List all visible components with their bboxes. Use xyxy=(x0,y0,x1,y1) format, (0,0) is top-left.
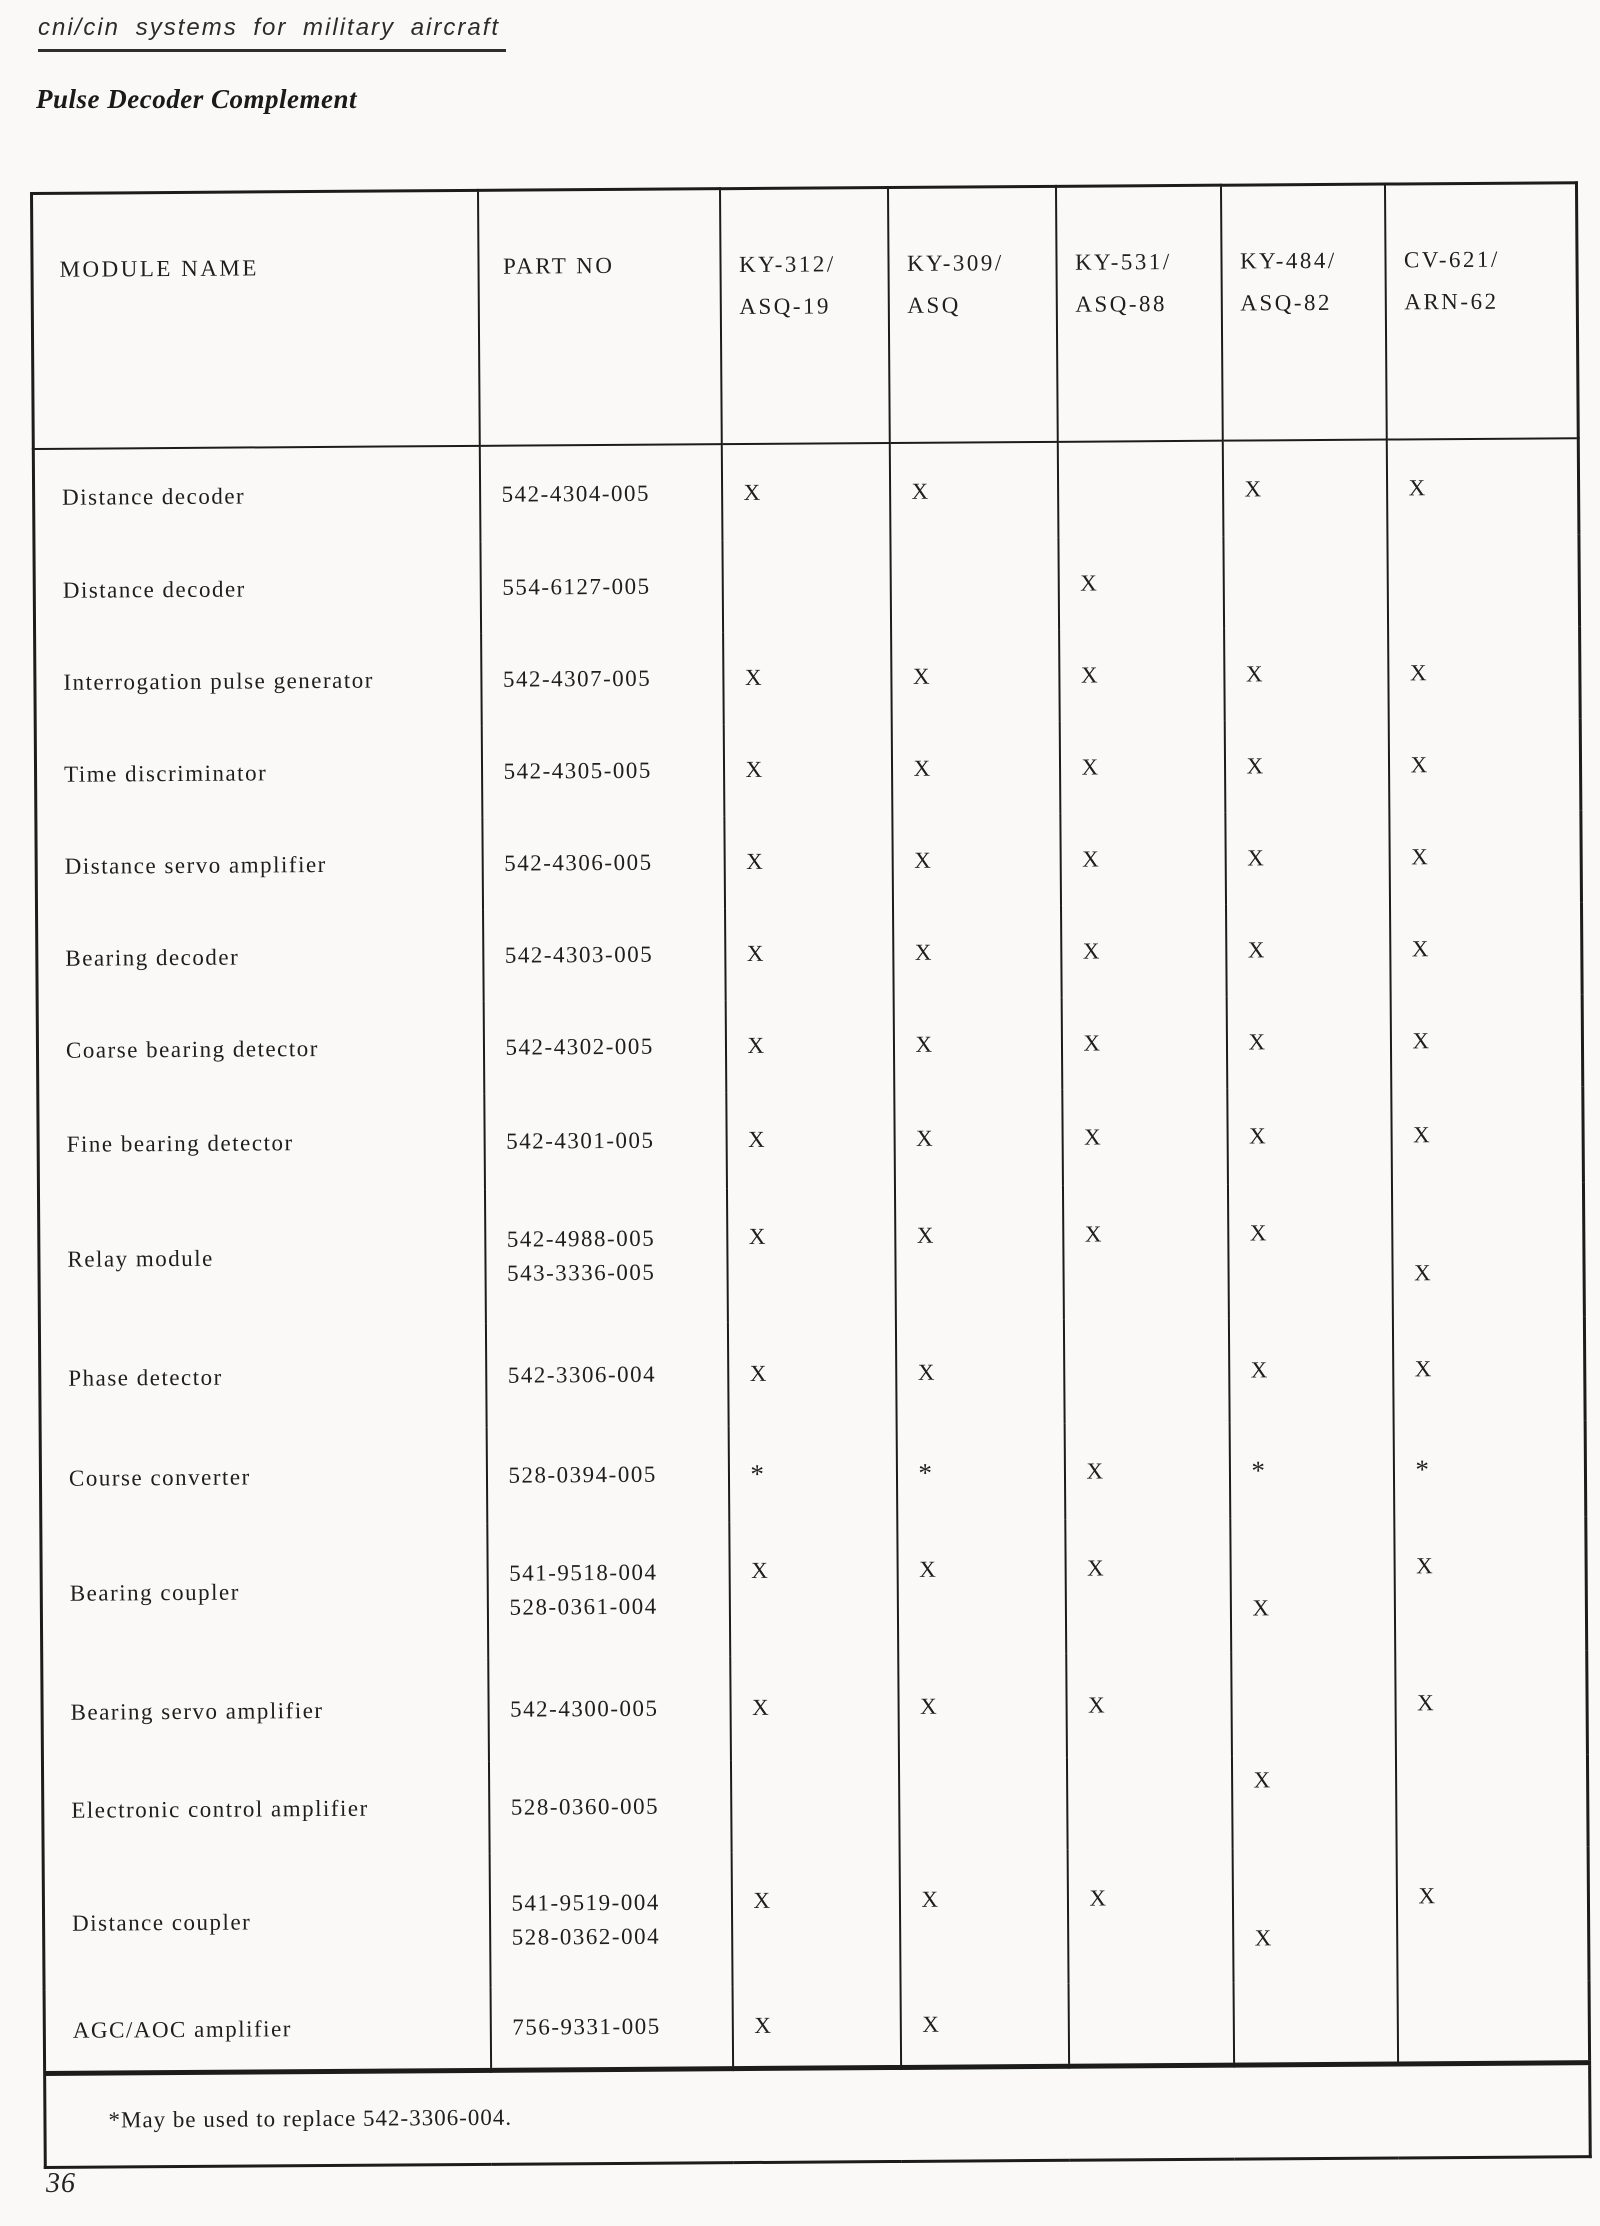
mark-cell xyxy=(724,815,893,908)
mark: X xyxy=(754,2012,773,2038)
mark-cell xyxy=(732,1985,901,2068)
mark-cell xyxy=(1390,994,1583,1087)
mark: X xyxy=(1089,1885,1108,1911)
table-row xyxy=(37,902,1583,1005)
mark-cell xyxy=(1232,1848,1397,1983)
module-name: Distance decoder xyxy=(62,576,246,603)
part-no: 543-3336-005 xyxy=(506,1259,656,1286)
table-row xyxy=(43,1846,1589,1991)
mark-cell xyxy=(1226,904,1391,997)
mark-cell xyxy=(1397,1980,1590,2063)
mark: X xyxy=(921,1886,940,1912)
mark-cell xyxy=(725,999,894,1092)
part-no: 542-4301-005 xyxy=(506,1127,655,1154)
mark: X xyxy=(1412,1028,1431,1054)
part-no: 528-0394-005 xyxy=(508,1461,657,1488)
module-name: Time discriminator xyxy=(63,760,268,787)
mark-cell xyxy=(889,442,1058,539)
pulse-decoder-complement-table xyxy=(30,181,1592,2168)
mark-cell xyxy=(1387,534,1580,627)
mark: X xyxy=(1249,1220,1269,1246)
mark: X xyxy=(915,1031,934,1057)
mark-cell xyxy=(1391,1086,1584,1183)
mark: X xyxy=(1413,1122,1432,1148)
module-name-cell xyxy=(40,1428,487,1527)
header-line: ASQ xyxy=(907,292,961,318)
module-name: Bearing coupler xyxy=(69,1579,240,1606)
mark-cell xyxy=(1231,1756,1396,1849)
mark-cell xyxy=(1066,1653,1232,1758)
module-name: AGC/AOC amplifier xyxy=(72,2015,292,2043)
mark: X xyxy=(1411,844,1430,870)
mark: X xyxy=(1245,661,1265,687)
mark: X xyxy=(914,939,934,965)
mark: X xyxy=(744,664,764,691)
header-system-cv621 xyxy=(1384,183,1578,440)
mark: X xyxy=(749,1360,768,1387)
mark-cell xyxy=(1224,720,1389,813)
mark: X xyxy=(1088,1692,1107,1718)
mark: X xyxy=(913,755,932,781)
part-no: 542-4305-005 xyxy=(503,757,652,784)
table-row xyxy=(44,1980,1590,2073)
module-name-cell xyxy=(43,1854,490,1991)
mark-cell xyxy=(1059,721,1225,814)
part-no: 528-0360-005 xyxy=(510,1793,660,1820)
mark-cell xyxy=(900,1984,1069,2067)
mark: X xyxy=(1254,1925,1273,1951)
mark: X xyxy=(1082,938,1102,964)
header-line: ASQ-19 xyxy=(739,293,832,320)
part-no: 542-4302-005 xyxy=(505,1033,654,1060)
page-number: 36 xyxy=(46,2168,76,2199)
module-name-cell xyxy=(33,446,480,545)
mark: X xyxy=(753,1887,772,1913)
mark: X xyxy=(1080,570,1099,596)
mark: X xyxy=(1081,754,1100,780)
module-name-cell xyxy=(37,910,484,1005)
part-no-cell xyxy=(485,1322,728,1428)
mark: X xyxy=(1080,662,1100,688)
mark-cell xyxy=(896,1424,1065,1521)
module-name-cell xyxy=(36,818,483,913)
module-name: Relay module xyxy=(67,1245,214,1272)
mark-cell xyxy=(1230,1518,1395,1653)
mark-cell xyxy=(1065,1519,1231,1654)
mark-cell xyxy=(1224,628,1389,721)
part-no: 542-4304-005 xyxy=(501,480,651,507)
header-part-no: PART NO xyxy=(477,189,721,446)
part-no: 542-3306-004 xyxy=(507,1361,657,1388)
table-row xyxy=(39,1316,1585,1431)
part-no: 554-6127-005 xyxy=(502,573,651,600)
module-name: Bearing servo amplifier xyxy=(70,1697,324,1725)
header-system-ky312 xyxy=(719,188,889,445)
part-no-cell xyxy=(479,444,722,542)
mark: X xyxy=(1413,1260,1433,1286)
part-no-cell xyxy=(489,1852,732,1988)
mark: X xyxy=(1083,1030,1102,1056)
module-name-cell xyxy=(37,1002,484,1097)
mark-cell xyxy=(1063,1319,1229,1424)
mark: X xyxy=(1409,660,1429,686)
mark: X xyxy=(1411,936,1431,962)
mark: X xyxy=(916,1125,935,1151)
mark-cell xyxy=(898,1654,1067,1759)
mark: X xyxy=(1253,1767,1272,1793)
module-name-cell xyxy=(34,542,481,637)
mark-cell xyxy=(1390,902,1583,995)
module-name: Electronic control amplifier xyxy=(71,1795,369,1823)
mark-cell xyxy=(1064,1423,1230,1520)
mark: X xyxy=(1087,1555,1106,1581)
mark: X xyxy=(919,1556,938,1582)
footnote-row xyxy=(45,2062,1591,2167)
mark-cell xyxy=(1226,996,1391,1089)
mark-cell xyxy=(1061,905,1227,998)
mark-cell xyxy=(1059,629,1225,722)
module-name-cell xyxy=(41,1524,488,1661)
part-no: 528-0361-004 xyxy=(509,1593,658,1620)
module-name: Bearing decoder xyxy=(65,944,240,971)
asterisk-mark: * xyxy=(1415,1453,1431,1484)
mark-cell xyxy=(1228,1318,1393,1423)
part-no-cell xyxy=(484,1188,727,1324)
part-no-cell xyxy=(481,632,724,726)
mark: X xyxy=(743,479,762,505)
module-name: Coarse bearing detector xyxy=(65,1036,319,1063)
header-line: KY-531/ xyxy=(1074,249,1172,275)
mark-cell xyxy=(722,539,891,632)
mark-cell xyxy=(1392,1316,1585,1421)
mark: X xyxy=(911,478,930,504)
mark-cell xyxy=(893,906,1062,999)
mark: X xyxy=(1084,1124,1103,1150)
module-name-cell xyxy=(38,1094,485,1193)
mark-cell xyxy=(898,1758,1067,1851)
mark-cell xyxy=(897,1520,1066,1655)
mark-cell xyxy=(1231,1652,1396,1757)
table-row xyxy=(34,534,1580,637)
mark-cell xyxy=(731,1851,900,1986)
mark-cell xyxy=(723,631,892,724)
header-line: ASQ-82 xyxy=(1240,289,1333,316)
part-no-cell xyxy=(488,1760,731,1854)
asterisk-mark: * xyxy=(750,1458,766,1489)
mark: X xyxy=(1250,1357,1269,1383)
mark: X xyxy=(1418,1883,1437,1909)
mark: X xyxy=(920,1693,939,1719)
mark: X xyxy=(1249,1123,1268,1149)
mark-cell xyxy=(894,1186,1063,1321)
mark-cell xyxy=(1388,626,1581,719)
table-row xyxy=(42,1650,1588,1765)
mark: X xyxy=(752,1694,771,1720)
running-header: cni/cin systems for military aircraft xyxy=(38,14,506,52)
asterisk-mark: * xyxy=(1251,1454,1267,1486)
mark-cell xyxy=(1068,1983,1234,2066)
mark-cell xyxy=(1058,537,1224,630)
part-no: 528-0362-004 xyxy=(511,1923,661,1950)
module-name: Distance decoder xyxy=(62,483,246,510)
header-line: KY-309/ xyxy=(906,250,1004,276)
part-no: 756-9331-005 xyxy=(512,2013,661,2040)
module-name: Distance servo amplifier xyxy=(64,851,327,879)
mark-cell xyxy=(1066,1757,1232,1850)
mark: X xyxy=(1247,845,1266,871)
part-no-cell xyxy=(483,1000,726,1094)
mark-cell xyxy=(892,814,1061,907)
part-no: 542-4307-005 xyxy=(502,665,652,692)
mark: X xyxy=(1410,752,1429,778)
mark-cell xyxy=(723,723,892,816)
mark-cell xyxy=(1067,1849,1233,1984)
mark-cell xyxy=(1222,440,1387,537)
mark-cell xyxy=(726,1187,895,1322)
table-header-row xyxy=(32,183,1579,449)
mark: X xyxy=(746,848,765,875)
mark-cell xyxy=(730,1655,899,1760)
mark-cell xyxy=(1225,812,1390,905)
mark-cell xyxy=(1396,1846,1589,1981)
mark: X xyxy=(748,1223,768,1250)
mark-cell xyxy=(890,538,1059,631)
footnote-text: *May be used to replace 542-3306-004. xyxy=(45,2062,1591,2167)
mark: X xyxy=(916,1222,936,1248)
mark: X xyxy=(914,847,933,873)
mark-cell xyxy=(725,907,894,1000)
header-line: KY-312/ xyxy=(738,251,836,278)
part-no-cell xyxy=(484,1092,727,1190)
part-no-cell xyxy=(481,724,724,818)
mark-cell xyxy=(1227,1088,1392,1185)
module-name: Course converter xyxy=(68,1464,251,1491)
mark-cell xyxy=(730,1759,899,1852)
mark: X xyxy=(922,2011,941,2037)
part-no: 542-4306-005 xyxy=(504,849,653,876)
part-no: 542-4300-005 xyxy=(510,1695,659,1722)
table-row xyxy=(35,718,1581,821)
part-no-cell xyxy=(487,1522,730,1658)
mark-cell xyxy=(1061,997,1227,1090)
table-row xyxy=(42,1754,1588,1857)
mark-cell xyxy=(1223,536,1388,629)
module-name: Fine bearing detector xyxy=(66,1130,294,1157)
mark-cell xyxy=(1057,441,1223,538)
mark-cell xyxy=(726,1091,895,1188)
mark: X xyxy=(1416,1553,1435,1579)
mark-cell xyxy=(1388,718,1581,811)
mark-cell xyxy=(1395,1754,1588,1847)
table-row xyxy=(36,810,1582,913)
mark-cell xyxy=(1233,1982,1398,2065)
mark-cell xyxy=(893,998,1062,1091)
table-row xyxy=(37,994,1583,1097)
mark: X xyxy=(1414,1356,1433,1382)
module-name-cell xyxy=(38,1190,485,1327)
module-name: Distance coupler xyxy=(72,1909,252,1936)
mark-cell xyxy=(1386,438,1579,535)
mark-cell xyxy=(1062,1185,1228,1320)
header-line: ARN-62 xyxy=(1404,288,1499,315)
mark: X xyxy=(1248,1029,1267,1055)
mark-cell xyxy=(1227,1184,1392,1319)
mark: X xyxy=(745,756,764,783)
module-name: Phase detector xyxy=(68,1364,223,1391)
mark-cell xyxy=(729,1521,898,1656)
header-system-ky531 xyxy=(1055,185,1222,442)
mark-cell xyxy=(727,1321,896,1426)
header-line: KY-484/ xyxy=(1239,247,1337,274)
mark-cell xyxy=(891,722,1060,815)
mark: X xyxy=(1082,846,1101,872)
mark-cell xyxy=(1395,1650,1588,1755)
page-title: Pulse Decoder Complement xyxy=(36,84,357,114)
mark: X xyxy=(1084,1221,1104,1247)
mark: X xyxy=(746,940,766,967)
mark: X xyxy=(1252,1595,1271,1621)
mark-cell xyxy=(1060,813,1226,906)
module-name-cell xyxy=(35,726,482,821)
header-line: CV-621/ xyxy=(1403,246,1500,273)
table-row xyxy=(41,1516,1587,1661)
mark-cell xyxy=(728,1425,897,1522)
header-line: ASQ-88 xyxy=(1075,291,1168,317)
table-row xyxy=(35,626,1581,729)
mark: X xyxy=(1247,937,1267,963)
mark-cell xyxy=(1062,1089,1228,1186)
header-module-name: MODULE NAME xyxy=(32,190,480,449)
table-row xyxy=(38,1086,1584,1193)
part-no: 541-9518-004 xyxy=(509,1559,658,1586)
mark-cell xyxy=(1393,1420,1586,1517)
part-no-cell xyxy=(482,816,725,910)
header-system-ky484 xyxy=(1220,184,1386,441)
module-name-cell xyxy=(39,1324,486,1431)
mark-cell xyxy=(721,443,890,540)
part-no-cell xyxy=(490,1986,733,2070)
part-no: 541-9519-004 xyxy=(511,1889,660,1916)
module-name-cell xyxy=(35,634,482,729)
mark: X xyxy=(747,1032,766,1059)
part-no-cell xyxy=(486,1426,729,1524)
part-no-cell xyxy=(480,540,723,634)
module-name-cell xyxy=(42,1658,489,1765)
part-no: 542-4988-005 xyxy=(506,1225,656,1252)
part-no-cell xyxy=(483,908,726,1002)
mark: X xyxy=(1244,475,1263,502)
mark: X xyxy=(912,663,932,689)
header-system-ky309 xyxy=(887,186,1057,443)
mark-cell xyxy=(1389,810,1582,903)
mark-cell xyxy=(895,1320,1064,1425)
mark: X xyxy=(1416,1690,1436,1716)
table-row xyxy=(40,1420,1586,1527)
mark-cell xyxy=(1394,1516,1587,1651)
mark: X xyxy=(1408,474,1427,500)
mark: X xyxy=(751,1557,770,1583)
mark-cell xyxy=(891,630,1060,723)
part-no: 542-4303-005 xyxy=(504,941,654,968)
module-name-cell xyxy=(44,1988,491,2073)
mark-cell xyxy=(1229,1422,1394,1519)
mark: X xyxy=(748,1126,767,1153)
module-name-cell xyxy=(42,1762,489,1857)
table-row xyxy=(38,1182,1584,1327)
asterisk-mark: * xyxy=(918,1457,934,1488)
part-no-cell xyxy=(488,1656,731,1762)
mark: X xyxy=(917,1359,936,1385)
table-row xyxy=(33,438,1579,545)
mark-cell xyxy=(894,1090,1063,1187)
mark-cell xyxy=(1391,1182,1584,1317)
mark: X xyxy=(1246,753,1265,779)
mark: X xyxy=(1086,1458,1105,1484)
mark-cell xyxy=(899,1850,1068,1985)
module-name: Interrogation pulse generator xyxy=(63,667,374,695)
